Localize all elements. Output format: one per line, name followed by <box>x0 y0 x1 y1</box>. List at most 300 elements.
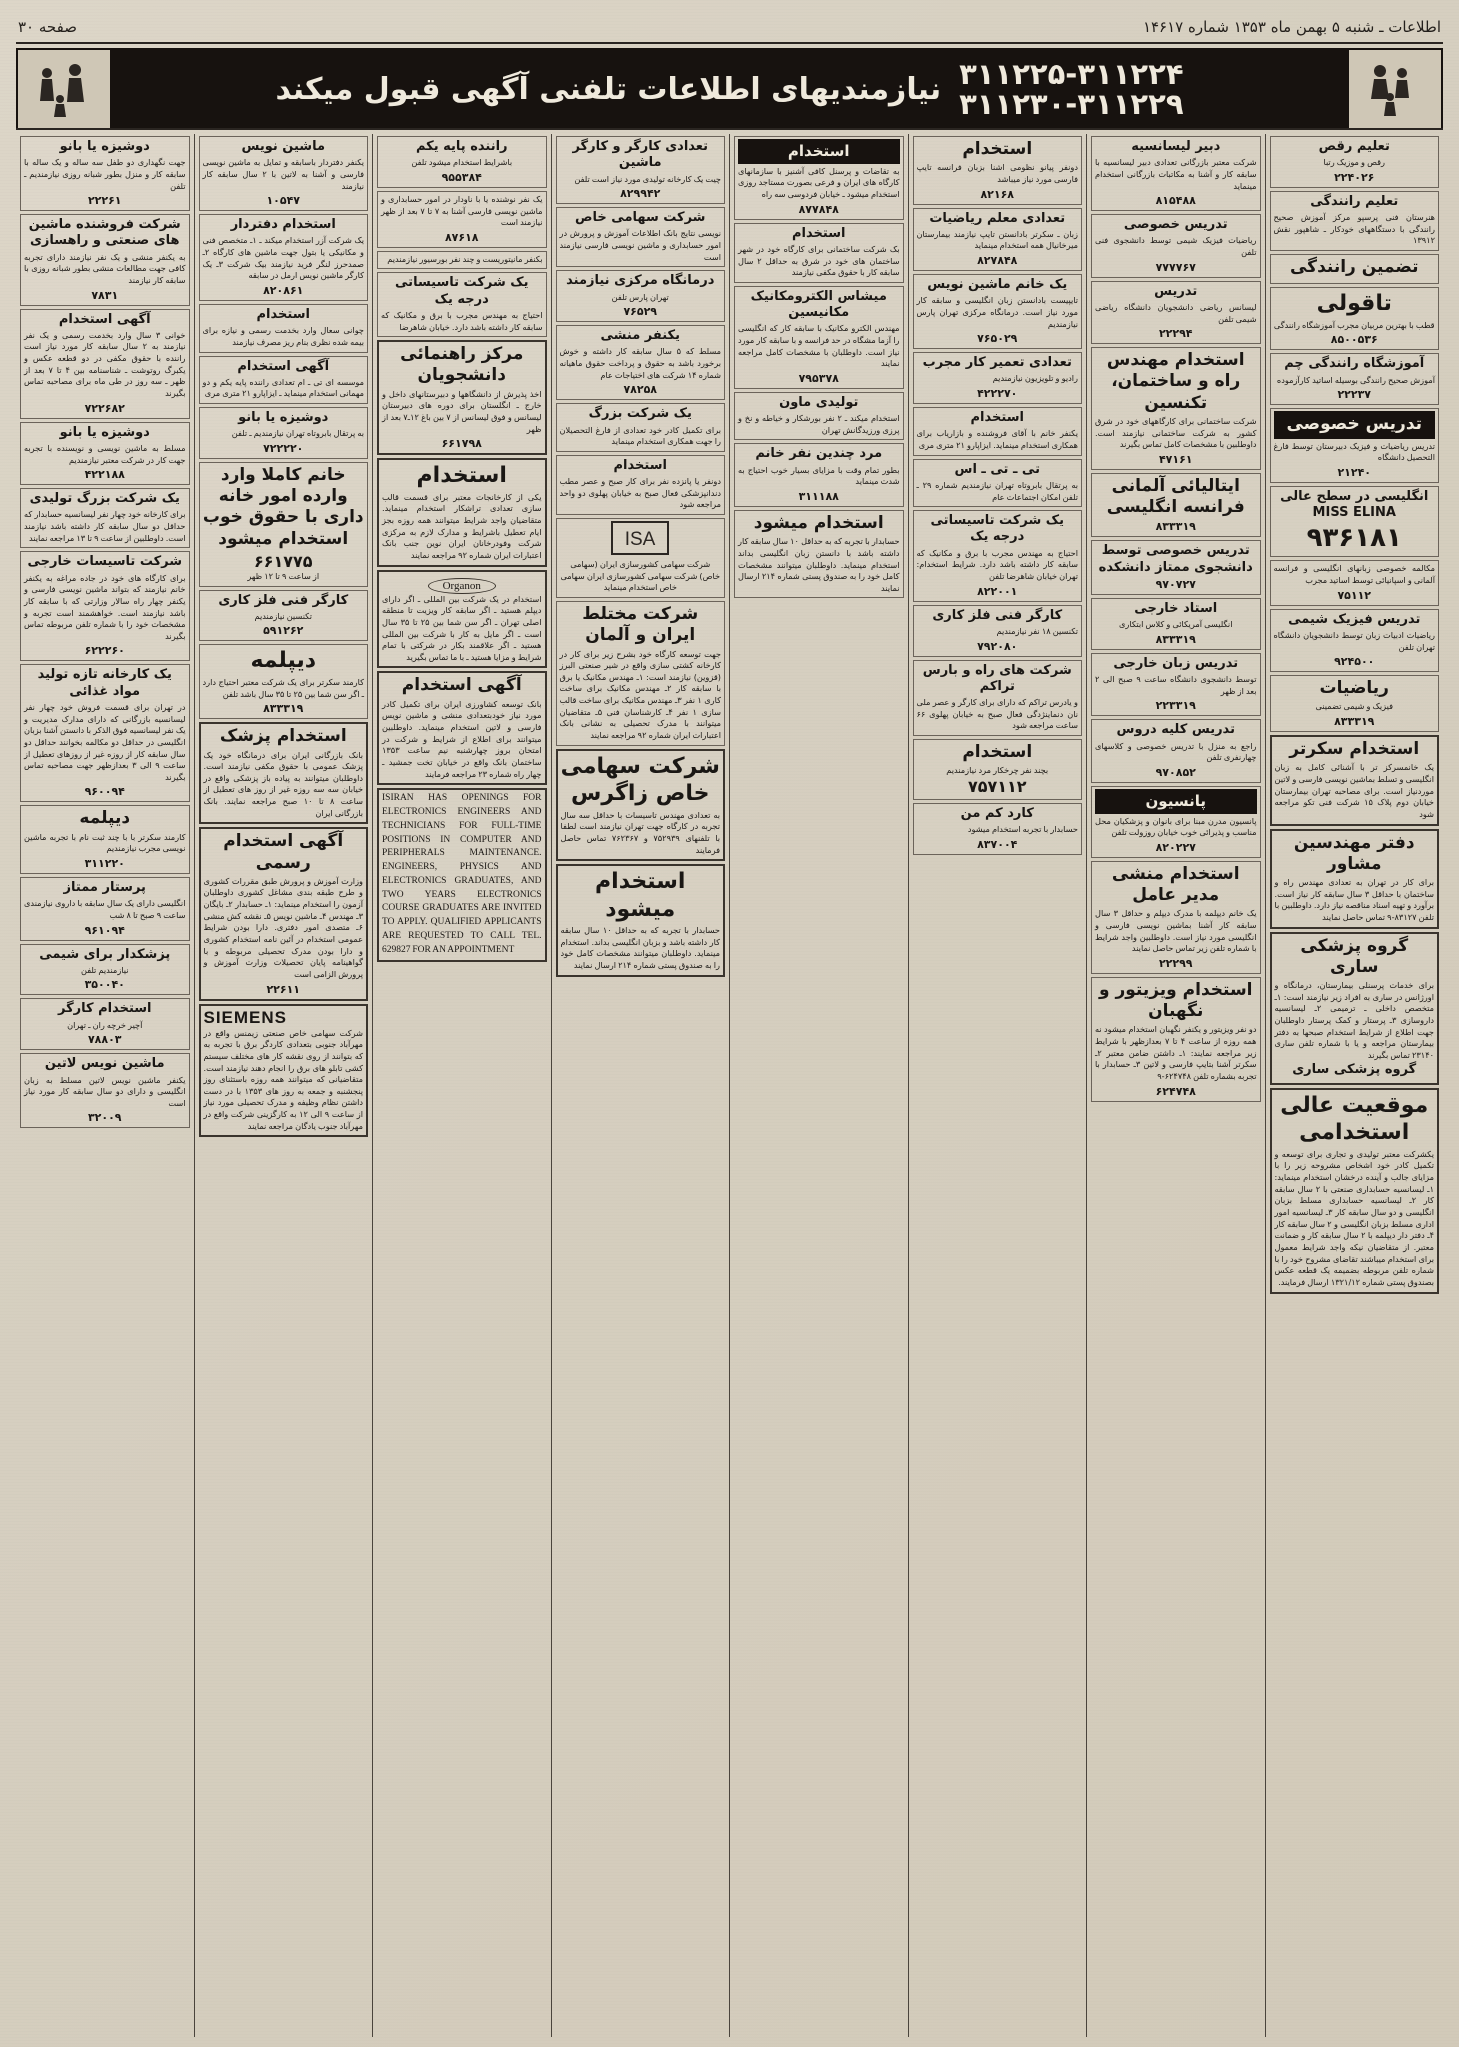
ad-title: دوشیزه یا بانو <box>59 424 150 440</box>
ad-body: ISIRAN HAS OPENINGS FOR ELECTRONICS ENGINEERS AND TECHNICIANS FOR FULL-TIME POSITIONS IN COMPUTER AND PERIPHERALS MAINTENANCE. ENGINEERS, PHYSICS AND ELECTRONICS GRADUATES, AND TWO YEARS ELECTRONICS COURSE GRADUATES ARE INVITED TO APPLY. QUALIFIED APPLICANTS ARE REQUESTED TO CALL TEL. 629827 FOR AN APPOINTMENT <box>382 793 542 955</box>
ad-title: تدریس خصوصی <box>1274 411 1436 438</box>
ad-phone: ۳۵۰۰۴۰ <box>84 978 125 992</box>
ad-tutoring-3 <box>1091 281 1261 345</box>
ad-body: حسابدار با تجربه که به حداقل ۱۰ سال سابقه کار داشته باشد و بزبان انگلیسی بداند. استخدام مینماید. داوطلبان میتوانند مشخصات کامل خود را به صندوق پستی شماره ۲۱۴ ارسال نمایند <box>560 925 720 971</box>
column-3 <box>908 134 1087 2037</box>
ad-body: تکنسین نیازمندیم <box>254 610 312 621</box>
column-4 <box>729 134 908 2037</box>
ad-body: یک خانمسرکز تر با آشنائی کامل به زبان انگلیسی و تسلط بماشین نویسی فارسی و لاتین موردنیاز است. برای مصاحبه تهران بیمارستان خیابان دوم پلاک ۱۵ شرکت فنی تکو مراجعه شود <box>1274 762 1434 819</box>
ad-accounting-clerk <box>377 191 547 248</box>
ad-sari-medical-group <box>1270 932 1440 1085</box>
ad-metal-worker <box>913 605 1083 657</box>
ad-manicurist <box>377 251 547 270</box>
ad-body: حسابدار با تجربه استخدام میشود <box>967 824 1078 835</box>
ad-latin-typist <box>20 1053 190 1128</box>
ad-title: استخدام <box>256 306 310 322</box>
ad-title: آگهی استخدام <box>58 311 151 327</box>
ad-title: آگهی استخدام رسمی <box>223 831 344 873</box>
ad-title: خانم کاملا وارد وارده امور خانه داری با حقوق خوب استخدام میشود <box>202 464 364 549</box>
ad-italian-german-french-english <box>1091 473 1261 538</box>
ad-doctor-hiring-bank <box>199 722 369 824</box>
ad-phone: ۲۲۲۳۷ <box>1337 388 1372 402</box>
ad-title: دوشیزه یا بانو <box>238 410 329 426</box>
ad-electromechanical-engineer <box>734 286 904 389</box>
ad-body: به تقاضات و پرسنل کافی آشنیز با سازمانهای کارگاه های ایران و فرعی بصورت مستاجد روزی استخدام میشود ـ خیابان فردوسی سه راه <box>738 165 900 200</box>
ad-title: تدریس زبان خارجی <box>1113 655 1239 671</box>
ad-industrial-machine-seller <box>20 214 190 305</box>
ad-metal-technician <box>199 590 369 642</box>
ad-title: استخدام <box>962 139 1033 159</box>
ad-phone: ۳۲۰۰۹ <box>87 1111 122 1125</box>
organon-logo-wrap <box>382 574 542 594</box>
ad-phone: ۹۷۰۸۵۲ <box>1155 765 1196 779</box>
ad-phone: ۷۹۵۳۷۸ <box>798 371 839 385</box>
siemens-logo: SIEMENS <box>203 1007 288 1027</box>
ad-road-companies <box>913 660 1083 736</box>
ad-phone: ۸۲۰۸۶۱ <box>263 283 304 297</box>
ad-phone: ۸۳۳۳۱۹ <box>1155 632 1196 646</box>
ad-diploma-secretary <box>199 644 369 719</box>
ad-title: مرد چندین نفر خانم <box>755 446 883 462</box>
ad-body: پانسیون مدرن مبنا برای بانوان و پزشکیان محل مناسب و پذیرائی خوب خیابان روزولت تلفن <box>1095 815 1257 838</box>
ad-body: شرکت معتبر بازرگانی تعدادی دبیر لیسانسیه با سابقه کار و آشنا به مکاتبات بازرگانی استخدام مینماید <box>1095 157 1257 191</box>
ad-accountant-card <box>913 803 1083 855</box>
ad-title: استخدام مهندس راه و ساختمان، تکنسین <box>1106 350 1245 413</box>
ad-salesperson-hiring <box>913 407 1083 456</box>
ad-phone: ۸۲۰۲۲۷ <box>1155 840 1196 854</box>
ad-teaching-dance <box>1270 136 1440 188</box>
ad-math-guaranteed <box>1270 675 1440 732</box>
ad-diploma-clerk <box>20 805 190 874</box>
ad-phone: ۸۲۲۰۰۱ <box>977 584 1018 598</box>
ad-title: استخدام پزشک <box>219 726 347 747</box>
ad-isiran-english <box>377 788 547 962</box>
ad-body: به تعدادی مهندس تاسیسات با حداقل سه سال تجربه در کارگاه جهت تهران نیازمند است لطفا با تلفنهای ۷۵۲۹۳۹ و ۷۶۲۳۶۷ تماس حاصل فرمایند <box>560 809 720 855</box>
ad-phone: ۷۸۳۱ <box>91 288 119 302</box>
ad-student-guidance-center <box>377 340 547 455</box>
ad-title: دوشیزه یا بانو <box>59 139 150 154</box>
ad-title: تدریس <box>1154 283 1198 299</box>
ad-miss-or-lady-2 <box>20 422 190 486</box>
ad-body: یکی از کارخانجات معتبر برای قسمت قالب سازی تعدادی تراشکار استخدام مینماید. متقاضیان واجد شرایط میتوانند همه روزه بجز ایام تعطیل باشرایط و مدارک لازم به مرکزی شرکت وفودرخانان ایران نوین جنب بانک اعتبارات ایران شماره ۹۲ مراجعه نمایند <box>382 491 542 560</box>
ad-title: درمانگاه مرکزی نیازمند <box>566 273 715 289</box>
ad-visitor-guard-hiring <box>1091 977 1261 1102</box>
ad-body: نیازمندیم تلفن <box>80 964 129 975</box>
ad-phone: ۸۷۷۸۴۸ <box>798 202 839 216</box>
ad-private-tutoring-2 <box>1091 214 1261 278</box>
ad-siemens <box>199 1004 369 1138</box>
ad-title: تاقولی <box>1316 291 1392 317</box>
ad-title: ریاضیات <box>1319 678 1389 699</box>
ad-body: باشرایط استخدام میشود تلفن <box>411 157 513 168</box>
ad-title: تعدادی تعمیر کار مجرب <box>922 355 1072 371</box>
ad-title: ایتالیائی آلمانی فرانسه انگلیسی <box>1106 475 1245 518</box>
ad-body: بانک توسعه کشاورزی ایران برای تکمیل کادر مورد نیاز خودبتعدادی منشی و ماشین نویس فارسی و لاتین استخدام مینماید. داوطلبین میتوانند برای اطلاع از شرایط و شرکت در امتحان بروز چهارشنبه نیم ساعت ۱۳۵۳ ساختمان بانک واقع در خیابان تخت جمشید ـ چهار راه شماره ۲۳ مراجعه فرمایند <box>382 698 542 779</box>
ad-dental-office-staff <box>556 455 726 515</box>
ad-phone: ۲۱۲۴۰ <box>1337 465 1372 479</box>
ad-title: تدریس خصوصی <box>1123 217 1228 233</box>
ad-body: بانک بازرگانی ایران برای درمانگاه خود یک پزشک عمومی با حقوق مکفی نیازمند است. داوطلبان میتوانند به پیاده باز پزشکی واقع در خیابان سه سه روزه غیر از روز های تعطیل از ساعت ۸ تا ۱۰ صبح مراجعه نمایند. بانک بازرگانی ایران <box>203 749 363 818</box>
ad-title: پزشکدار برای شیمی <box>39 946 171 962</box>
ad-title: تعلیم رقص <box>1318 139 1390 154</box>
ad-title: استخدام <box>613 457 667 473</box>
ad-foreign-teacher <box>1091 598 1261 650</box>
ad-title: موقعیت عالی استخدامی <box>1280 1092 1429 1146</box>
ad-phone: ۷۹۲۰۸۰ <box>977 639 1018 653</box>
ad-body: کارمند سکرتر برای یک شرکت معتبر احتیاج دارد ـ اگر سن شما بین ۲۵ تا ۳۵ سال باشد تلفن <box>202 676 364 699</box>
svg-text:ISA: ISA <box>624 529 656 551</box>
ad-body: تهران پارس تلفن <box>611 291 669 302</box>
ad-title: شرکت های راه و بارس تراکم <box>922 662 1072 694</box>
column-6 <box>372 134 551 2037</box>
ad-phone: ۷۵۷۱۱۲ <box>967 776 1027 796</box>
ad-title: تی ـ تی ـ اس <box>954 461 1040 477</box>
ad-phone: ۸۵۰۰۵۳۶ <box>1330 333 1378 347</box>
ad-body: از ساعت ۹ تا ۱۲ ظهر <box>247 570 320 581</box>
ad-title: تضمین رانندگی <box>1289 257 1419 278</box>
ad-title: گروه پزشکی ساری <box>1300 935 1409 977</box>
ad-body: موسسه ای تی ـ ام تعدادی راننده پایه یکم و دو مهمانی استخدام مینماید ـ ایزاپارو ۲۱ متری مری <box>202 376 364 399</box>
ad-body: مسلط به ماشین نویسی و نویسنده با تجربه جهت کار در شرکت معتبر نیازمندیم <box>24 442 186 465</box>
ad-body: شرکت سهامی کشورسازی ایران (سهامی خاص) شرکت سهامی کشورسازی ایران سهامی خاص استخدام مینماید <box>560 559 721 593</box>
ad-hiring-notice <box>20 309 190 419</box>
column-7 <box>194 134 373 2037</box>
ad-body: چوانی سعال وارد بخدمت رسمی و نیازه برای بیمه شده نظری بنام ریز مصرف نیازمند <box>202 325 364 347</box>
ad-body: دو نفر ویزیتور و یکنفر نگهبان استخدام میشود نه همه روزه از ساعت ۴ تا ۷ بعدازظهر با شرایط زیر مراجعه نمایند: ۱ـ داشتن ضامن معتبر ۲ـ سکرتر آشنا بتایپ فارسی و لاتین ۳ـ حسابدار با تجربه بشماره تلفن ۶۲۴۷۴۸-۹ <box>1095 1024 1257 1082</box>
ad-accountant-hiring-box <box>556 864 726 977</box>
ad-phone: ۷۵۱۱۲ <box>1337 588 1372 602</box>
ad-body: در تهران برای قسمت فروش خود چهار نفر لیسانسیه بازرگانی که دارای مدارک مدیریت و یک نفر لیسانسیه فوق الذکر با دانستن آشنا بزبان انگلیسی در حداقل دو مکالمه بخوانند حداقل دو سال سابقه کار از روزه غیر از روزهای تعطیل از ساعت ۹ الی ۳ بعدازظهر جهت مصاحبه تماس بگیرند <box>24 701 186 782</box>
ad-nanny-wanted <box>20 136 190 211</box>
ad-body: ریاضیات ادبیات زبان توسط دانشجویان دانشگاه تهران تلفن <box>1273 629 1435 652</box>
ad-title: تولیدی ماون <box>779 394 859 410</box>
ad-body: قطب با بهترین مربیان مجرب آموزشگاه رانندگی <box>1273 319 1435 330</box>
ad-private-joint-stock-company <box>556 207 726 267</box>
ad-accountant-wanted <box>734 510 904 598</box>
ad-driving-school-2 <box>1270 353 1440 405</box>
ad-phone: ۸۳۳۳۱۹ <box>1155 520 1196 534</box>
ad-driving-school-1 <box>1270 191 1440 251</box>
ad-title: دیپلمه <box>250 648 317 674</box>
ad-title: شرکت مختلط ایران و آلمان <box>582 604 699 646</box>
ad-phone: ۷۸۸۰۳ <box>87 1033 122 1047</box>
ad-body: هنرستان فنی پرسپو مرکز آموزش صحیح رانندگی با دستگاههای خودکار ـ شاهپور نقش ۱۳۹۱۲ <box>1273 212 1435 246</box>
ad-body: تایپیست بادانستن زبان انگلیسی و سابقه کار مورد نیاز است. درمانگاه مرکزی تهران پارس نیازمندیم <box>916 295 1078 329</box>
column-8 <box>16 134 194 2037</box>
ad-phone: ۹۲۴۵۰۰ <box>1334 655 1375 669</box>
ad-title: دفتر مهندسین مشاور <box>1293 832 1415 874</box>
ad-title: شرکت فروشنده ماشین های صنعتی و راهسازی <box>28 217 181 249</box>
ad-title: میشاس الکترومکانیک مکانیسین <box>750 288 887 321</box>
ad-phone: ۷۲۲۲۲۰ <box>263 441 304 455</box>
ad-english-miss-elina <box>1270 486 1440 558</box>
ad-taghooli <box>1270 287 1440 350</box>
ad-title: دیپلمه <box>79 808 131 829</box>
ad-phone: ۷۲۲۶۸۲ <box>84 401 125 415</box>
ad-body: لیسانس ریاضی دانشجویان دانشگاه ریاضی شیمی تلفن <box>1095 301 1257 324</box>
ad-body: تدریس ریاضیات و فیزیک دبیرستان توسط فارغ التحصیل دانشگاه <box>1273 440 1435 463</box>
ad-body: و یادرس تراکم که دارای برای کارگر و عصر ملی نان دنماینژدگی فعال صبح به خیابان پهلوی ۶۶ ساعت مراجعه شود <box>916 697 1078 731</box>
ad-private-tutoring-by-student <box>1091 540 1261 595</box>
ad-phone: ۸۲۷۸۴۸ <box>977 254 1018 268</box>
ad-body: استخدام در یک شرکت بین المللی ـ اگر دارای دیپلم هستید ـ اگر سابقه کار ویزیت تا منطقه اصلی تهران ـ اگر سن شما بین ۲۵ تا ۳۵ سال است ـ اگر مایل به کار با شرکت بین المللی هستید ـ اگر علاقمند بکار در شرکتی با تمام شرایط و مزایا هستید ـ با ما تماس بگیرید <box>382 593 542 662</box>
ad-body: یکنفر دفتردار باسابقه و تمایل به ماشین نویسی فارسی و آشنا به لاتین با ۲ سال سابقه کار نیازمند <box>202 157 364 191</box>
ad-body: رقص و موزیک رتبا <box>1323 157 1386 168</box>
ad-radio-tv-repair <box>913 352 1083 404</box>
ad-phone: ۹۶۱۰۹۴ <box>84 923 125 937</box>
ad-title: استخدام <box>970 410 1024 426</box>
ad-phone: ۹۷۰۷۲۷ <box>1155 577 1196 591</box>
ad-tm-institute <box>199 356 369 405</box>
top-rule <box>16 42 1443 44</box>
ad-phone: ۸۲۱۶۸ <box>980 187 1015 201</box>
column-5 <box>551 134 730 2037</box>
ad-body: احتیاج به مهندس مجرب با برق و مکانیک که سابقه کار داشته باشد دارد. شرایط استخدام: تهران خیابان شاهرضا تلفن <box>916 547 1078 581</box>
ad-worker-hiring <box>20 998 190 1050</box>
ad-phone: ۳۱۱۲۲۰ <box>84 857 125 870</box>
ad-phone: ۶۶۱۷۷۵ <box>253 551 313 571</box>
masthead-page-number: صفحه ۳۰ <box>18 18 77 36</box>
ad-phone: ۶۲۲۲۶۰ <box>84 644 125 658</box>
ad-title: کارگر فنی فلز کاری <box>932 607 1063 623</box>
ad-body: توسط دانشجوی دانشگاه ساعت ۹ صبح الی ۲ بعد از ظهر <box>1095 674 1257 696</box>
ad-title: استخدام <box>792 225 846 241</box>
ad-phone: ۴۷۱۶۱ <box>1158 452 1193 466</box>
ad-title: کارگر فنی فلز کاری <box>218 592 349 608</box>
ad-body: به یکنفر منشی و یک نفر نیازمند دارای تجربه کافی جهت مطالعات منشی بطور شبانه روزی با سابقه کار نیازمند <box>24 251 186 285</box>
ad-title: استخدام میشود <box>753 512 884 533</box>
ad-miss-or-lady-1 <box>199 407 369 459</box>
ad-phone: ۸۷۶۱۸ <box>444 230 479 244</box>
ad-hiring-young-man <box>199 304 369 353</box>
ad-phone: ۴۲۲۲۷۰ <box>977 387 1018 401</box>
ad-title: استخدام کارگر <box>57 1001 152 1017</box>
ad-body: کارمند سکرتر با با چند ثبت نام با تجربه ماشین نویسی مجرب نیازمندیم <box>24 831 186 854</box>
ad-title: یک خانم ماشین نویس <box>927 277 1068 293</box>
ad-zagros-company <box>556 749 726 862</box>
ad-body: زبان ـ سکرتر بادانستن تایپ نیازمند بیمارستان میرخانیال همه استخدام مینماید <box>916 228 1078 251</box>
ad-phone: ۵۹۱۲۶۲ <box>263 624 304 638</box>
ad-hiring-header-1 <box>913 136 1083 205</box>
ad-bookkeeper-hiring <box>199 214 369 301</box>
classified-banner <box>16 48 1443 130</box>
ad-body: مسلط که ۵ سال سابقه کار داشته و خوش برخورد باشد به حقوق و پرداخت حقوق ماهیانه شماره ۱۴ شرکت های اختیاجات عام <box>559 346 722 380</box>
ad-agricultural-bank-hiring <box>377 671 547 785</box>
ad-factory-lathe-operators <box>377 458 547 566</box>
ad-title: دبیر لیسانسیه <box>1131 139 1221 154</box>
ad-civil-engineer-hiring <box>1091 347 1261 470</box>
ad-title: مرکز راهنمائی دانشجویان <box>400 344 524 386</box>
banner-phone-line-2: ۳۱۱۲۳۰-۳۱۱۲۲۹ <box>959 87 1184 121</box>
classified-columns <box>16 134 1443 2037</box>
ad-title: ماشین نویس لاتین <box>44 1056 165 1072</box>
ad-title: یک شرکت تاسیساتی درجه یک <box>930 513 1064 545</box>
ad-organon <box>377 570 547 669</box>
ad-body: فیزیک و شیمی تضمینی <box>1315 701 1394 712</box>
ad-phone: ۸۳۳۳۱۹ <box>1334 715 1375 729</box>
ad-body: وزارت آموزش و پرورش طبق مقررات کشوری و طرح طبقه بندی مشاغل کشوری داوطلبان آزمون را استخدام مینماید: ۱ـ حسابدار ۲ـ بایگان ۳ـ مهندس ۴ـ ماشین نویس ۵ـ نقشه کش منشی ۶ـ متصدی امور دفتری. دارا بودن شرایط عمومی استخدام در آئین نامه استخدام کشوری و دارا بودن مدرک تحصیلی مربوطه و با گواهینامه پایان تحصیلات وزارت آموزش و پرورش الزامی است <box>203 875 363 979</box>
ad-foreign-language-teaching <box>1091 653 1261 717</box>
ad-all-subjects-tutoring <box>1091 719 1261 783</box>
ad-body: مکالمه خصوصی زبانهای انگلیسی و فرانسه آلمانی و اسپانیائی توسط اساتید مجرب <box>1273 563 1435 586</box>
ad-phone: ۸۱۵۴۸۸ <box>1155 194 1196 208</box>
ad-body: دونفر پیانو نظومی اشنا بزبان فرانسه تایپ فارسی مورد نیاز میباشد <box>916 162 1078 184</box>
ad-footer-title: گروه پزشکی ساری <box>1292 1061 1417 1077</box>
ad-title: انگلیسی در سطح عالی MISS ELINA <box>1280 488 1429 521</box>
ad-body: بچند نفر چرخکار مرد نیازمندیم <box>946 765 1049 776</box>
ad-body: یکنفر خانم با آقای فروشنده و بازاریاب برای همکاری استخدام مینماید. ایزاپارو ۲۱ متری مری <box>916 428 1078 451</box>
ad-physics-chemistry-tutoring <box>1270 609 1440 673</box>
ad-typist-woman <box>913 274 1083 349</box>
ad-licensed-teacher <box>1091 136 1261 211</box>
ad-title: آگهی استخدام <box>401 675 522 696</box>
ad-class-one-driver <box>377 136 547 188</box>
banner-rule <box>16 128 1443 130</box>
ad-machine-workers <box>556 136 726 204</box>
ad-body: شرکت ساختمانی برای کارگاههای خود در شرق کشور به شرکت ساختمانی نیازمند است. داوطلبین با مشخصات کامل تماس بگیرند <box>1095 415 1257 450</box>
masthead <box>18 14 1441 40</box>
banner-phone-numbers <box>959 56 1184 121</box>
ad-large-manufacturing-company <box>20 488 190 548</box>
ad-body: دونفر یا پانزده نفر برای کار صبح و عصر مطب دندانپزشکی فعال صبح به خیابان پهلوی دو واحد مراجعه شود <box>559 476 721 510</box>
ad-body: آموزش صحیح رانندگی بوسیله اساتید کارآزموده <box>1276 374 1435 385</box>
ad-body: بکنفر مانیتوریست و چند نفر بورسیور نیازمندیم <box>387 253 543 264</box>
ad-construction-company-hiring <box>734 223 904 283</box>
ad-body: نویسی نتایج بانک اطلاعات آموزش و پرورش در امور حسابداری و ماشین نویسی فارسی نیازمند است <box>559 228 721 262</box>
ad-body: انگلیسی آمریکائی و کلاس ابتکاری <box>1118 619 1233 630</box>
ad-body: استخدام میکند ـ ۲ نفر بورشکار و خیاطه و نخ و پرزی ورزیدگانش تهران <box>738 413 900 435</box>
ad-phone: ۳۱۱۱۸۸ <box>798 489 839 503</box>
ad-body: به پرتقال بابروتاه تهران نیازمندیم شماره ۲۹ ـ تلفن امکان اجتماعات عام <box>916 479 1078 502</box>
ad-maven-manufacturing <box>734 392 904 441</box>
ad-body: خوانی ۳ سال وارد بخدمت رسمی و یک نفر نیازمند به ۲ سال سابقه کار مورد نیاز است راننده با حقوق مکفی در دو قطعه عکس و یکبرگ روتوشت ـ شناسنامه بین ۴ تا ۷ بعد از ظهر ـ سه روز در طی ماه برای مصاحبه تماس بگیرند <box>24 329 186 399</box>
ad-title: یک کارخانه تازه تولید مواد غذائی <box>37 667 172 699</box>
organon-logo: Organon <box>428 578 496 594</box>
ad-body: تکنسین ۱۸ نفر نیازمندیم <box>996 625 1078 636</box>
ad-title: استخدام <box>962 741 1033 762</box>
ad-body: یکشرکت معتبر تولیدی و تجاری برای توسعه و تکمیل کادر خود اشخاص مشروحه زیر را با مزایای جالب و آینده درخشان استخدام مینماید: ۱ـ لیسانسیه حسابداری صنعتی با ۲ سال سابقه کار ۲ـ لیسانسیه حسابداری مسلط بزبان انگلیسی و دو سال سابقه کار ۳ـ لیسانسیه امور اداری مسلط بزبان انگلیسی و ۲ سال سابقه کار ۴ـ دفتر دار دیپلمه با ۲ سال سابقه کار و ضمانت معتبر. از متقاضیان نیکه واجد شرایط معمول برای استخدام میباشند تقاضای مشروح خود را با شماره تلفن مربوطه بضمیمه یک قطعه عکس بصندوق پستی شماره ۱۳۲۱/۱۲ ارسال فرمایند. <box>1274 1148 1434 1287</box>
ad-title: شرکت تاسیسات خارجی <box>27 554 183 570</box>
ad-secretary-experienced <box>556 325 726 400</box>
ad-title: استخدام سکرتر <box>1289 739 1420 760</box>
ad-title: استخدام منشی مدیر عامل <box>1111 863 1240 906</box>
ad-title: راننده پایه یکم <box>415 139 508 154</box>
ad-phone: ۸۳۳۳۱۹ <box>263 702 304 716</box>
ad-senior-nurse <box>20 877 190 941</box>
ad-body: برای کار در تهران به تعدادی مهندس راه و ساختمان با حداقل ۳ سال سابقه کار نیاز است. برآورد و تهیه اسناد مناقصه نیاز دارد. داوطلبین با تلفن ۸۳۱۲۷-۹ تماس حاصل نمایند <box>1274 877 1434 922</box>
ad-body: چیت یک کارخانه تولیدی مورد نیاز است تلفن <box>574 173 721 184</box>
ad-body: احتیاج به مهندس مجرب با برق و مکانیک که سابقه کار داشته باشد دارد. خیابان شاهرضا <box>381 309 543 332</box>
ad-body: انگلیسی دارای یک سال سابقه با داروی نیازمندی ساعت ۹ صبح تا ۸ شب <box>24 898 186 920</box>
ad-private-tutoring <box>1270 408 1440 483</box>
ad-phone: ۲۲۳۳۱۹ <box>1155 699 1196 713</box>
ad-body: به پرتقال بابروتاه تهران نیازمندیم ـ تلفن <box>231 428 364 439</box>
ad-title: یک شرکت بزرگ تولیدی <box>29 491 180 507</box>
isa-logo <box>560 521 722 559</box>
ad-phone: ۲۲۴۰۲۶ <box>1334 170 1375 184</box>
ad-secretary-hiring <box>1270 735 1440 825</box>
column-2 <box>1086 134 1265 2037</box>
ad-phone: ۶۶۱۷۹۸ <box>441 437 482 451</box>
ad-tts <box>913 459 1083 508</box>
ad-title: پانسیون <box>1095 789 1257 814</box>
ad-consulting-engineers-office <box>1270 829 1440 929</box>
ad-food-factory <box>20 664 190 802</box>
ad-foreign-installation-company <box>20 551 190 661</box>
ad-body: راجع به منزل با تدریس خصوصی و کلاسهای چهارنفری تلفن <box>1095 740 1257 763</box>
ad-phone: ۸۲۹۹۴۲ <box>620 187 661 201</box>
ad-phone: ۱۰۵۴۷ <box>266 194 301 208</box>
ad-body: جهت نگهداری دو طفل سه ساله و یک ساله با سابقه کار و منزل بطور شبانه روزی نیازمندیم ـ تلفن <box>24 157 186 191</box>
ad-language-courses <box>1270 560 1440 605</box>
ad-title: استخدام <box>738 139 900 164</box>
ad-title: آموزشگاه رانندگی چم <box>1284 356 1425 372</box>
ad-body: آچیر خرچه ران ـ تهران <box>67 1019 143 1030</box>
ad-body: رادیو و تلویزیون نیازمندیم <box>992 373 1078 384</box>
ad-math-teachers-needed <box>913 208 1083 272</box>
ad-body: یک خانم دیپلمه با مدرک دیپلم و حداقل ۳ سال سابقه کار آشنا بماشین نویسی فارسی و انگلیسی مورد نیاز است. داوطلبین واجد شرایط با شماره تلفن زیر تماس حاصل نمایند <box>1095 908 1257 954</box>
ad-phone: ۷۷۷۷۶۷ <box>1155 260 1196 274</box>
ad-title: آگهی استخدام <box>237 358 330 374</box>
ad-title: تعدادی کارگر و کارگر ماشین <box>572 139 709 171</box>
ad-title: پرستار ممتاز <box>63 880 146 895</box>
ad-title: تعدادی معلم ریاضیات <box>929 210 1066 226</box>
ad-title: استخدام دفتردار <box>230 217 336 233</box>
ad-title: تدریس خصوصی توسط دانشجوی ممتاز دانشکده <box>1098 543 1253 575</box>
ad-body: اخذ پذیرش از دانشگاهها و دبیرستانهای داخل و خارج ـ انگلستان برای دوره های دبیرستان لیسانس و فوق لیسانس از ۷ بین باغ ۱۲ـ۷ بعد از ظهر <box>382 388 542 434</box>
banner-art-left <box>18 50 110 128</box>
banner-headline-group <box>110 56 1349 121</box>
ad-phone: ۷۶۵۲۹ <box>623 305 658 319</box>
ad-body: برای کارگاه های خود در جاده مراغه به یکنفر خانم نیازمند که بتواند ماشین نویسی فارسی و یکنفر چهار راه سالار وزارتی که با سابقه کار باشد نیازمند است. خواهشمند است تجربه و مشخصات خود را با شماره تلفن مربوطه تماس بگیرند <box>24 572 186 641</box>
ad-title: شرکت سهامی خاص زاگرس <box>560 753 720 807</box>
ad-body: بک شرکت ساختمانی برای کارگاه خود در شهر ساختمان های خود در شرق به حداقل ۲ سال سابقه کار با حقوق مکفی نیازمند <box>738 243 900 278</box>
ad-title: استخدام <box>416 463 507 489</box>
ad-title: تدریس فیزیک شیمی <box>1288 611 1421 627</box>
ad-title: استاد خارجی <box>1134 600 1218 616</box>
ad-phone: ۶۲۴۷۴۸ <box>1155 1084 1196 1098</box>
ad-first-class-installation-company <box>913 510 1083 601</box>
ad-ceo-secretary-hiring <box>1091 861 1261 974</box>
ad-driving-guarantee <box>1270 254 1440 284</box>
ad-large-company-hiring <box>556 403 726 452</box>
ad-body: حسابدار با تجربه که به حداقل ۱۰ سال سابقه کار داشته باشد با دانستن زبان انگلیسی بداند استخدام مینماید. داوطلبان میتوانند مشخصات کامل خود را به صندوق پستی شماره ۲۱۴ ارسال نمایند <box>738 536 900 593</box>
ad-body: برای خدمات پرسنلی بیمارستان، درمانگاه و اورژانس در ساری به افراد زیر نیازمند است: ۱ـ متخصص داخلی ـ ترمیمی ۲ـ لیسانسیه داروسازی ۳ـ پرستار و کمک پرستار داوطلبان جهت اطلاع از شرایط استخدام صبحها به دفتر بیمارستان مراجعه و یا با شماره تلفن ساری ۲۳۱۴۰ تماس بگیرند <box>1274 980 1434 1060</box>
ad-several-women-needed <box>734 443 904 507</box>
ad-phone: ۸۳۷۰۰۴ <box>977 837 1018 851</box>
ad-title: یک شرکت تاسیساتی درجه یک <box>395 275 529 307</box>
ad-great-employment-opportunity <box>1270 1088 1440 1294</box>
ad-phone: ۹۶۰۰۹۴ <box>84 785 125 799</box>
ad-body: مهندس الکترو مکانیک با سابقه کار که انگلیسی را آزما مشگاه در حد فرانسه و با سابقه کار مورد نیاز است. داوطلبان با مشخصات کامل مراجعه نمایند <box>738 323 900 369</box>
ad-title: یکنفر منشی <box>600 328 680 344</box>
ad-phone: ۷۶۵۰۲۹ <box>977 332 1018 346</box>
ad-body: جهت توسعه کارگاه خود بشرح زیر برای کار در کارخانه کشتی سازی واقع در شیر صنعتی البرز (قزوین) نیازمند است: ۱ـ مهندس مکانیک یا برق با سابقه کار ۲ـ مهندس مکانیک برای ساخت کاری ۱ نفر ۳ـ مهندس مکانیک برای ساخت قالب سازی ۱ نفر ۴ـ کارشناسان فنی ۵ـ متقاضیان میتوانند با مدرک تحصیلی به نشانی بانک اعتبارات ایران شماره ۹۲ مراجعه نمایند <box>559 648 722 740</box>
ad-hiring-dark-header <box>734 136 904 220</box>
ad-body: یک نفر نوشنده یا با ناودار در امور حسابداری و ماشین نویسی فارسی آشنا به ۷ تا ۷ بعد از ظهر نیازمند است <box>381 193 543 228</box>
ad-sewing-machine-operators <box>913 739 1083 800</box>
ad-phone: ۴۲۲۱۸۸ <box>84 468 125 482</box>
ad-title: استخدام ویزیتور و نگهبان <box>1098 979 1253 1022</box>
ad-body: شرکت سهامی خاص صنعتی زیمنس واقع در مهرآباد جنوبی بتعدادی کاردگر برق با تجربه به که بتوانند از روی نقشه کار های مختلف سیستم کشی تابلو های برق را انجام دهند نیازمند است. متقاضیانی که میتوانند همه روزه باستثنای روز پنجشنبه و جمعه به روز های ۱۳۵۳ با در دست داشتن نظام وظیفه و مدرک تحصیلی مورد نیاز از ساعت ۹ الی ۱۲ به کارگزینی شرکت واقع در مهرآباد جنوب یادگان مراجعه نمایند <box>203 1027 363 1131</box>
ad-chemistry-doctor <box>20 944 190 996</box>
ad-body: یک شرکت آزر استخدام میکند ـ ۱ـ متخصص فنی و مکانیکی یا بتول جهت ماشین های کارگاه ۲ـ صمدحرز لنگر فرید نیازمند بیک شرکت ۳ـ یک کارگر ماشین نویس ارمل در سابقه <box>202 235 364 281</box>
ad-phone: ۷۸۲۵۸ <box>623 383 658 397</box>
ad-body: برای کارخانه خود چهار نفر لیسانسیه حسابدار که حداقل دو سال سابقه کار داشته باشد نیازمند است. داوطلبین از ساعت ۹ تا ۱۳ مراجعه نمایند <box>24 509 186 543</box>
ad-title: تعلیم رانندگی <box>1310 193 1399 209</box>
column-1 <box>1265 134 1444 2037</box>
ad-body: برای تکمیل کادر خود تعدادی از فارغ التحصیلان را جهت همکاری استخدام مینماید <box>559 424 721 447</box>
